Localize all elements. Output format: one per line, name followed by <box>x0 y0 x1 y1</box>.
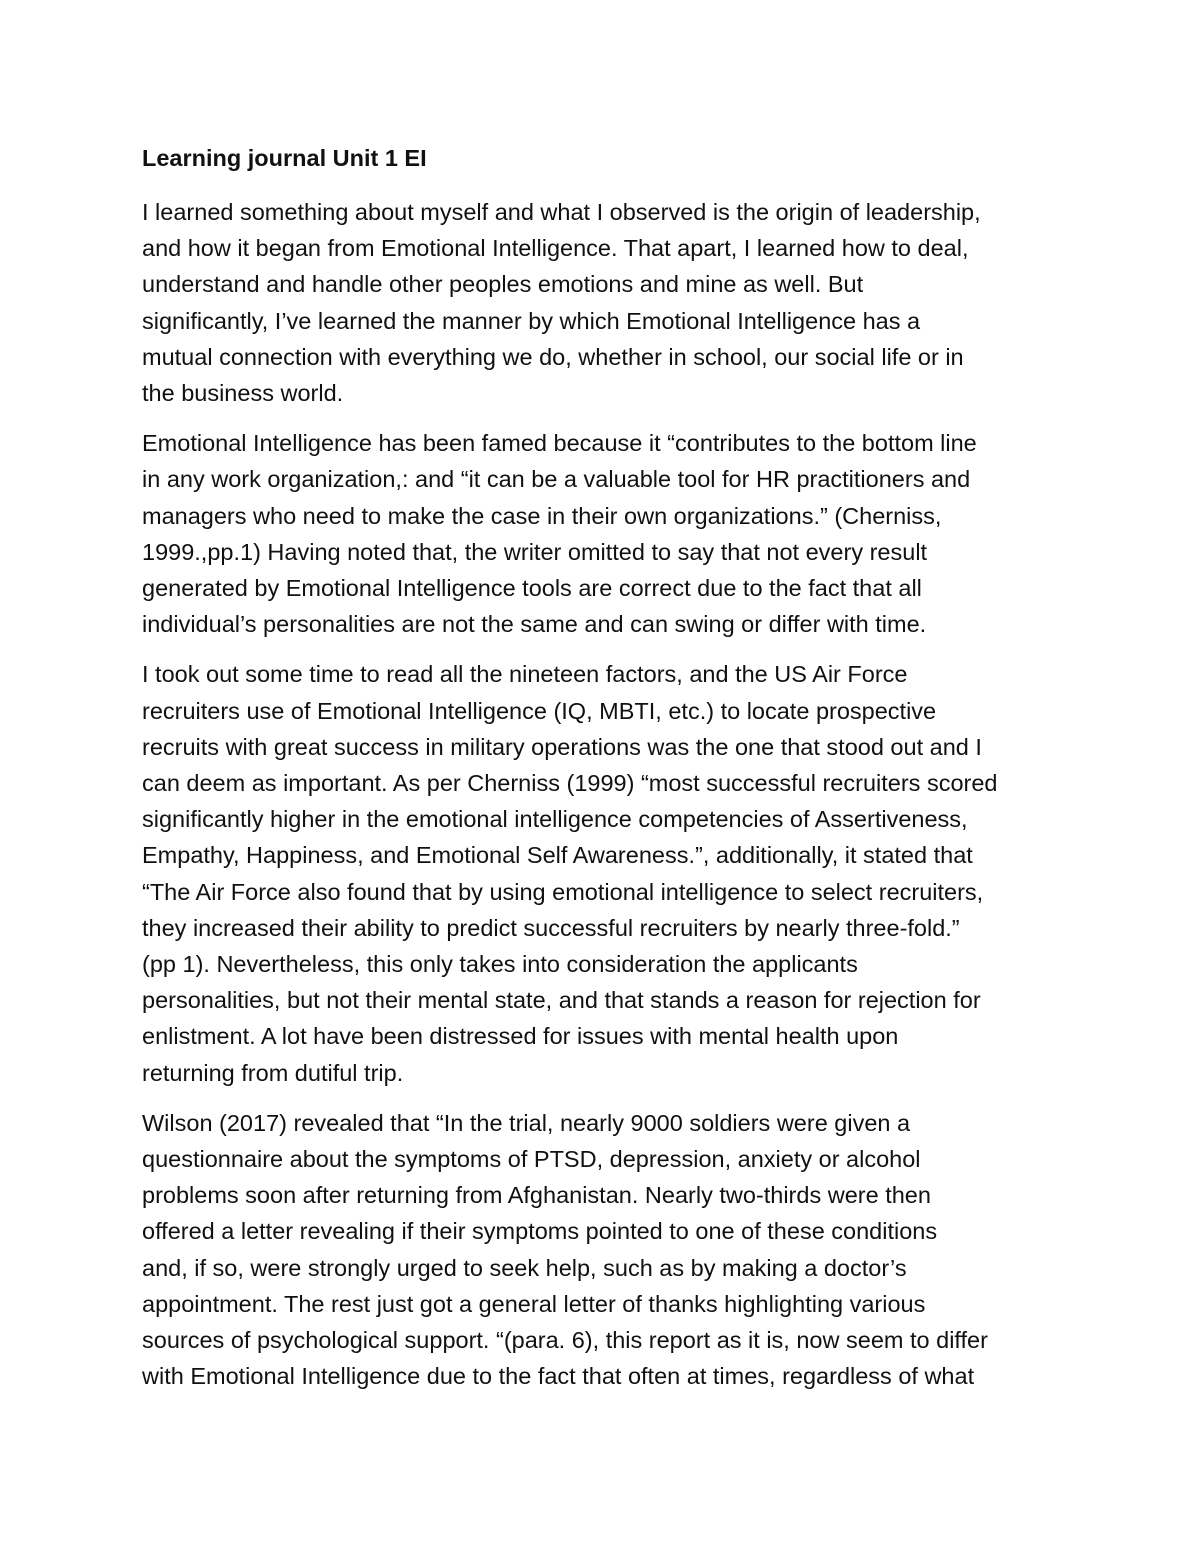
paragraph-line: in any work organization,: and “it can be a valuable tool for HR practitioners and <box>142 466 971 493</box>
paragraph-1 <box>142 194 1062 411</box>
paragraph-line: “The Air Force also found that by using emotional intelligence to select recruiters, <box>142 878 984 905</box>
paragraph-line: Empathy, Happiness, and Emotional Self Awareness.”, additionally, it stated that <box>142 842 973 869</box>
paragraph-line: they increased their ability to predict successful recruiters by nearly three-fold.” <box>142 914 960 941</box>
paragraph-line: and how it began from Emotional Intelligence. That apart, I learned how to deal, <box>142 235 969 262</box>
paragraph-line: understand and handle other peoples emotions and mine as well. But <box>142 271 864 298</box>
paragraph-line: significantly higher in the emotional intelligence competencies of Assertiveness, <box>142 806 968 833</box>
paragraph-line: can deem as important. As per Cherniss (1999) “most successful recruiters scored <box>142 770 998 797</box>
paragraph-line: I took out some time to read all the nineteen factors, and the US Air Force <box>142 661 908 688</box>
paragraph-line: I learned something about myself and what I observed is the origin of leadership, <box>142 199 981 225</box>
document-body <box>142 140 1062 1409</box>
paragraph-line: generated by Emotional Intelligence tools are correct due to the fact that all <box>142 575 922 602</box>
paragraph-3 <box>142 656 1062 1090</box>
paragraph-list <box>142 194 1062 1395</box>
paragraph-line: problems soon after returning from Afghanistan. Nearly two-thirds were then <box>142 1182 931 1209</box>
paragraph-4 <box>142 1105 1062 1395</box>
paragraph-line: individual’s personalities are not the same and can swing or differ with time. <box>142 611 927 638</box>
paragraph-2 <box>142 425 1062 642</box>
paragraph-line: mutual connection with everything we do, whether in school, our social life or in <box>142 343 964 370</box>
paragraph-line: Emotional Intelligence has been famed because it “contributes to the bottom line <box>142 430 977 457</box>
paragraph-line: managers who need to make the case in their own organizations.” (Cherniss, <box>142 502 942 529</box>
paragraph-line: sources of psychological support. “(para. 6), this report as it is, now seem to differ <box>142 1327 988 1354</box>
paragraph-line: questionnaire about the symptoms of PTSD, depression, anxiety or alcohol <box>142 1146 921 1173</box>
paragraph-line: Wilson (2017) revealed that “In the trial, nearly 9000 soldiers were given a <box>142 1109 911 1136</box>
paragraph-line: with Emotional Intelligence due to the fact that often at times, regardless of what <box>142 1363 975 1390</box>
paragraph-line: recruits with great success in military operations was the one that stood out and I <box>142 733 982 760</box>
paragraph-line: offered a letter revealing if their symptoms pointed to one of these conditions <box>142 1218 938 1245</box>
paragraph-line: enlistment. A lot have been distressed for issues with mental health upon <box>142 1023 899 1050</box>
paragraph-line: returning from dutiful trip. <box>142 1059 404 1086</box>
paragraph-line: personalities, but not their mental state, and that stands a reason for rejection for <box>142 987 981 1014</box>
paragraph-line: 1999.,pp.1) Having noted that, the writer omitted to say that not every result <box>142 538 928 565</box>
paragraph-line: recruiters use of Emotional Intelligence (IQ, MBTI, etc.) to locate prospective <box>142 697 937 724</box>
paragraph-line: the business world. <box>142 380 344 407</box>
document-title: Learning journal Unit 1 EI <box>142 145 427 171</box>
paragraph-line: and, if so, were strongly urged to seek help, such as by making a doctor’s <box>142 1254 907 1281</box>
paragraph-line: (pp 1). Nevertheless, this only takes into consideration the applicants <box>142 951 858 978</box>
paragraph-line: appointment. The rest just got a general letter of thanks highlighting various <box>142 1290 926 1317</box>
paragraph-line: significantly, I’ve learned the manner by which Emotional Intelligence has a <box>142 307 921 334</box>
